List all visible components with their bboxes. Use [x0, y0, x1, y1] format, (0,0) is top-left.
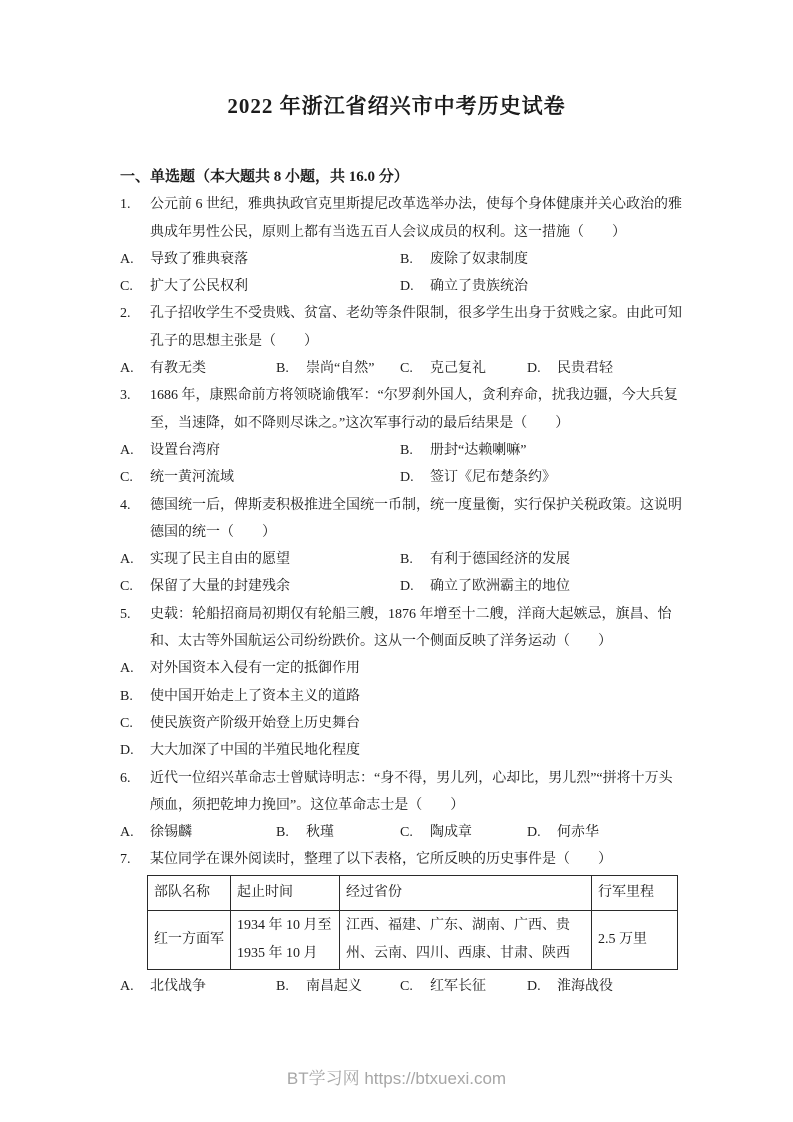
option-text: 大大加深了中国的半殖民地化程度: [150, 743, 360, 759]
option-text: 实现了民主自由的愿望: [150, 552, 290, 568]
option-a: [120, 973, 276, 1000]
option-text: 使中国开始走上了资本主义的道路: [150, 688, 360, 704]
question-5: [120, 601, 684, 765]
option-label: A.: [120, 825, 134, 841]
question-text: [120, 492, 684, 547]
question-body: 德国统一后，俾斯麦积极推进全国统一币制，统一度量衡，实行保护关税政策。这说明德国的统一（ ）: [150, 497, 682, 540]
table-header-row: [148, 875, 678, 910]
question-4: [120, 492, 684, 601]
option-a: [120, 655, 684, 682]
route-table: [147, 875, 678, 970]
option-text: 确立了欧洲霸主的地位: [430, 579, 570, 595]
question-7: [120, 846, 684, 1000]
option-label: C.: [120, 715, 133, 731]
option-text: 南昌起义: [306, 978, 362, 994]
page-title: 2022 年浙江省绍兴市中考历史试卷: [227, 94, 566, 118]
question-1: [120, 191, 684, 300]
options: [120, 355, 684, 382]
option-c: [120, 464, 400, 491]
option-text: 崇尚“自然”: [306, 361, 375, 377]
option-label: C.: [400, 825, 413, 841]
option-d: [527, 819, 684, 846]
option-d: [120, 737, 684, 764]
option-a: [120, 437, 400, 464]
option-text: 废除了奴隶制度: [430, 251, 528, 267]
option-text: 确立了贵族统治: [430, 279, 528, 295]
footer-watermark: BT学习网 https://btxuexi.com: [286, 1069, 507, 1088]
option-b: [276, 355, 400, 382]
question-number: 1.: [120, 197, 131, 213]
option-a: [120, 819, 276, 846]
option-text: 秋瑾: [306, 825, 334, 841]
option-label: C.: [400, 361, 413, 377]
section-heading: 一、单选题（本大题共 8 小题，共 16.0 分）: [120, 169, 409, 185]
option-label: B.: [276, 978, 289, 994]
option-a: [120, 355, 276, 382]
question-6: [120, 765, 684, 847]
option-text: 克己复礼: [430, 361, 486, 377]
option-d: [400, 573, 684, 600]
question-text: [120, 382, 684, 437]
question-text: [120, 191, 684, 246]
question-text: [120, 846, 684, 873]
option-d: [527, 355, 684, 382]
option-label: B.: [276, 825, 289, 841]
option-text: 红军长征: [430, 978, 486, 994]
option-label: D.: [527, 361, 541, 377]
table-row: [148, 910, 678, 969]
question-text: [120, 300, 684, 355]
question-number: 5.: [120, 606, 131, 622]
table-cell: 红一方面军: [148, 910, 231, 969]
option-text: 签订《尼布楚条约》: [430, 470, 556, 486]
question-number: 2.: [120, 306, 131, 322]
option-text: 统一黄河流域: [150, 470, 234, 486]
option-label: B.: [400, 442, 413, 458]
option-label: A.: [120, 978, 134, 994]
option-b: [400, 437, 684, 464]
option-text: 有教无类: [150, 361, 206, 377]
option-text: 北伐战争: [150, 978, 206, 994]
option-c: [400, 355, 527, 382]
option-text: 导致了雅典衰落: [150, 251, 248, 267]
option-label: B.: [400, 552, 413, 568]
question-3: [120, 382, 684, 491]
option-c: [120, 710, 684, 737]
option-label: A.: [120, 251, 134, 267]
option-label: A.: [120, 552, 134, 568]
option-text: 淮海战役: [557, 978, 613, 994]
option-label: A.: [120, 661, 134, 677]
option-c: [400, 819, 527, 846]
option-text: 有利于德国经济的发展: [430, 552, 570, 568]
option-label: C.: [120, 579, 133, 595]
option-label: C.: [120, 279, 133, 295]
table-cell: 1934 年 10 月至 1935 年 10 月: [231, 910, 340, 969]
option-text: 保留了大量的封建残余: [150, 579, 290, 595]
option-text: 使民族资产阶级开始登上历史舞台: [150, 715, 360, 731]
question-body: 近代一位绍兴革命志士曾赋诗明志：“身不得，男儿列，心却比，男儿烈”“拼将十万头颅血，须把乾坤力挽回”。这位革命志士是（ ）: [150, 770, 673, 813]
option-text: 扩大了公民权利: [150, 279, 248, 295]
option-b: [120, 683, 684, 710]
table-cell: 2.5 万里: [592, 910, 678, 969]
options: [120, 437, 684, 492]
question-number: 6.: [120, 770, 131, 786]
question-text: [120, 765, 684, 820]
option-d: [400, 273, 684, 300]
question-body: 1686 年，康熙命前方将领晓谕俄军：“尔罗刹外国人，贪利弃命，扰我边疆，今大兵复至，当速降，如不降则尽诛之。”这次军事行动的最后结果是（ ）: [150, 388, 678, 431]
option-c: [120, 273, 400, 300]
option-text: 设置台湾府: [150, 442, 220, 458]
option-d: [400, 464, 684, 491]
question-number: 3.: [120, 388, 131, 404]
exam-content: [120, 164, 684, 1000]
option-c: [400, 973, 527, 1000]
option-text: 册封“达赖喇嘛”: [430, 442, 527, 458]
option-text: 陶成章: [430, 825, 472, 841]
option-label: A.: [120, 442, 134, 458]
option-label: B.: [276, 361, 289, 377]
option-b: [400, 546, 684, 573]
option-c: [120, 573, 400, 600]
options: [120, 655, 684, 764]
option-d: [527, 973, 684, 1000]
option-text: 民贵君轻: [557, 361, 613, 377]
question-2: [120, 300, 684, 382]
option-label: B.: [400, 251, 413, 267]
option-label: D.: [527, 978, 541, 994]
table-cell: 江西、福建、广东、湖南、广西、贵州、云南、四川、西康、甘肃、陕西: [340, 910, 592, 969]
option-label: D.: [527, 825, 541, 841]
question-body: 孔子招收学生不受贵贱、贫富、老幼等条件限制，很多学生出身于贫贱之家。由此可知孔子的思想主张是（ ）: [150, 306, 682, 349]
option-label: A.: [120, 361, 134, 377]
option-a: [120, 246, 400, 273]
question-body: 史载：轮船招商局初期仅有轮船三艘，1876 年增至十二艘，洋商大起嫉忌，旗昌、怡和、太古等外国航运公司纷纷跌价。这从一个侧面反映了洋务运动（ ）: [150, 606, 672, 650]
question-body: 公元前 6 世纪，雅典执政官克里斯提尼改革选举办法，使每个身体健康并关心政治的雅典成年男性公民，原则上都有当选五百人会议成员的权利。这一措施（ ）: [150, 197, 682, 240]
option-text: 对外国资本入侵有一定的抵御作用: [150, 661, 360, 677]
option-text: 何赤华: [557, 825, 599, 841]
table-header-cell: 部队名称: [148, 875, 231, 910]
option-label: B.: [120, 688, 133, 704]
option-label: D.: [400, 579, 414, 595]
table-header-cell: 经过省份: [340, 875, 592, 910]
option-label: D.: [400, 279, 414, 295]
option-b: [276, 819, 400, 846]
question-body: 某位同学在课外阅读时，整理了以下表格，它所反映的历史事件是（ ）: [150, 852, 612, 868]
option-label: D.: [400, 470, 414, 486]
table-header-cell: 起止时间: [231, 875, 340, 910]
option-text: 徐锡麟: [150, 825, 192, 841]
options: [120, 246, 684, 301]
options: [120, 973, 684, 1000]
options: [120, 819, 684, 846]
question-number: 4.: [120, 497, 131, 513]
option-b: [400, 246, 684, 273]
option-label: C.: [120, 470, 133, 486]
option-b: [276, 973, 400, 1000]
option-label: C.: [400, 978, 413, 994]
question-number: 7.: [120, 852, 131, 868]
question-text: [120, 601, 684, 656]
table-header-cell: 行军里程: [592, 875, 678, 910]
options: [120, 546, 684, 601]
option-label: D.: [120, 743, 134, 759]
option-a: [120, 546, 400, 573]
